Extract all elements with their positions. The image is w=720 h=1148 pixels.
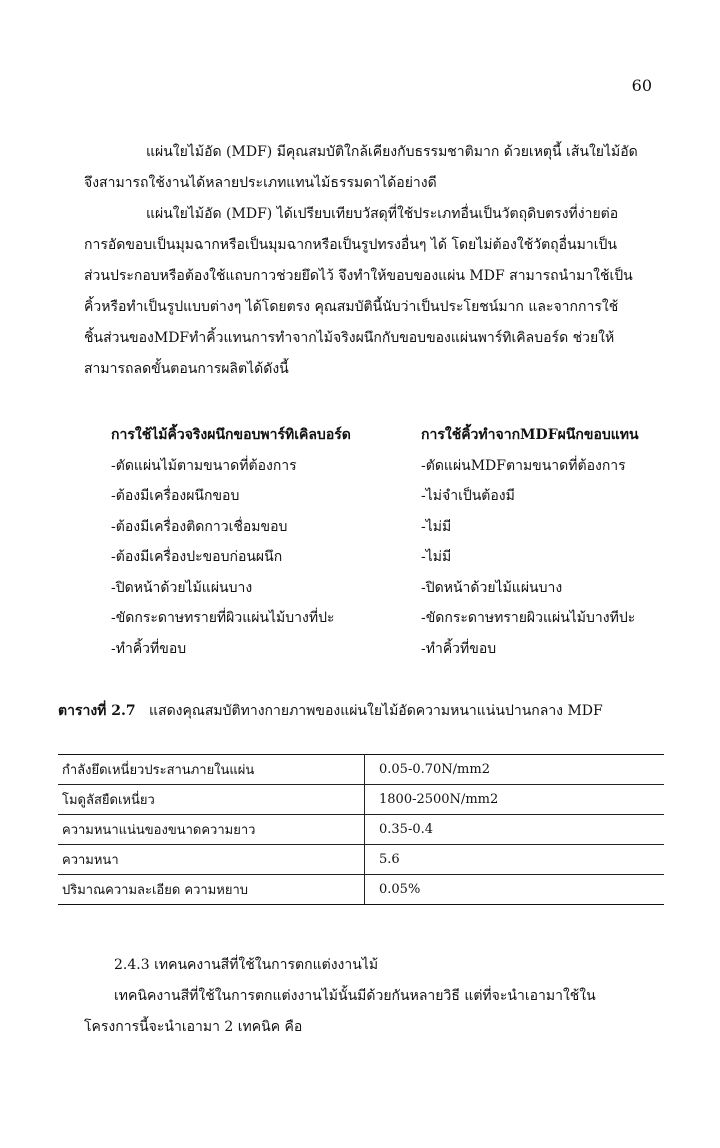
section-line: เทคนิคงานสีที่ใช้ในการตกแต่งงานไม้นั้นมีด้วยกันหลายวิธี แต่ที่จะนำเอามาใช้ใน (114, 988, 596, 1004)
paragraph-line: ส่วนประกอบหรือต้องใช้แถบกาวช่วยยึดไว้ จึงทำให้ขอบของแผ่น MDF สามารถนำมาใช้เป็น (84, 268, 633, 284)
comparison-left-item: -ปิดหน้าด้วยไม้แผ่นบาง (111, 579, 253, 596)
comparison-left-heading: การใช้ไม้คิ้วจริงผนึกขอบพาร์ทิเคิลบอร์ด (111, 427, 351, 443)
comparison-right-item: -ไม่จำเป็นต้องมี (421, 488, 515, 504)
section-2-4-3 (84, 950, 669, 1043)
property-name: ความหนา (58, 845, 365, 875)
property-name: ปริมาณความละเอียด ความหยาบ (58, 875, 365, 905)
table-row (58, 875, 664, 905)
comparison-left-item: -ต้องมีเครื่องผนึกขอบ (111, 488, 240, 504)
comparison-left-item: -ต้องมีเครื่องปะขอบก่อนผนึก (111, 549, 283, 565)
table-row (58, 785, 664, 815)
properties-table (58, 754, 664, 905)
comparison-right-item: -ทำคิ้วที่ขอบ (421, 640, 497, 657)
table-row (58, 845, 664, 875)
paragraph-line: จึงสามารถใช้งานได้หลายประเภทแทนไม้ธรรมดาได้อย่างดี (84, 175, 437, 191)
paragraph-line: แผ่นใยไม้อัด (MDF) มีคุณสมบัติใกล้เคียงกับธรรมชาติมาก ด้วยเหตุนี้ เส้นใยไม้อัด (146, 144, 638, 160)
comparison-left-item: -ขัดกระดาษทรายที่ผิวแผ่นไม้บางที่ปะ (111, 610, 335, 626)
table-row (58, 815, 664, 845)
table-caption (58, 700, 668, 722)
page-number: 60 (631, 76, 652, 95)
paragraph-line: คิ้วหรือทำเป็นรูปแบบต่างๆ ได้โดยตรง คุณสมบัตินี้นับว่าเป็นประโยชน์มาก และจากการใช้ (84, 299, 619, 315)
section-line: โครงการนี้จะนำเอามา 2 เทคนิค คือ (84, 1019, 303, 1035)
property-value: 1800-2500N/mm2 (365, 785, 665, 815)
intro-paragraph (84, 137, 669, 199)
comparison-left-item: -ทำคิ้วที่ขอบ (111, 640, 187, 657)
comparison-right-item: -ไม่มี (421, 549, 452, 565)
table-caption-text: แสดงคุณสมบัติทางกายภาพของแผ่นใยไม้อัดความหนาแน่นปานกลาง MDF (149, 703, 603, 719)
property-value: 0.35-0.4 (365, 815, 665, 845)
paragraph-line: สามารถลดขั้นตอนการผลิตได้ดังนี้ (84, 361, 289, 377)
table-caption-label: ตารางที่ 2.7 (58, 703, 136, 719)
paragraph-line: การอัดขอบเป็นมุมฉากหรือเป็นมุมฉากหรือเป็นรูปทรงอื่นๆ ได้ โดยไม่ต้องใช้วัตถุอื่นมาเป็น (84, 237, 617, 253)
comparison-right-column (421, 420, 671, 664)
comparison-left-column (111, 420, 401, 664)
comparison-right-item: -ขัดกระดาษทรายผิวแผ่นไม้บางทีปะ (421, 610, 636, 626)
comparison-right-item: -ตัดแผ่นMDFตามขนาดที่ต้องการ (421, 457, 626, 474)
paragraph-line: ชิ้นส่วนของMDFทำคิ้วแทนการทำจากไม้จริงผนึกกับขอบของแผ่นพาร์ทิเคิลบอร์ด ช่วยให้ (84, 330, 615, 346)
property-name: โมดูลัสยืดเหนี่ยว (58, 785, 365, 815)
paragraph-line: แผ่นใยไม้อัด (MDF) ได้เปรียบเทียบวัสดุที่ใช้ประเภทอื่นเป็นวัตถุดิบตรงที่ง่ายต่อ (146, 206, 619, 222)
comparison-right-item: -ไม่มี (421, 518, 452, 535)
comparison-right-item: -ปิดหน้าด้วยไม้แผ่นบาง (421, 579, 563, 596)
comparison-left-item: -ตัดแผ่นไม้ตามขนาดที่ต้องการ (111, 457, 297, 474)
comparison-right-heading: การใช้คิ้วทำจากMDFผนึกขอบแทน (421, 427, 639, 443)
property-name: ความหนาแน่นของขนาดความยาว (58, 815, 365, 845)
property-value: 0.05-0.70N/mm2 (365, 755, 665, 785)
property-value: 5.6 (365, 845, 665, 875)
property-name: กำลังยึดเหนี่ยวประสานภายในแผ่น (58, 755, 365, 785)
mdf-advantage-paragraph (84, 199, 669, 385)
section-heading: 2.4.3 เทคนคงานสีที่ใช้ในการตกแต่งงานไม้ (114, 957, 379, 973)
table-row (58, 755, 664, 785)
property-value: 0.05% (365, 875, 665, 905)
comparison-left-item: -ต้องมีเครื่องติดกาวเชื่อมขอบ (111, 518, 288, 535)
